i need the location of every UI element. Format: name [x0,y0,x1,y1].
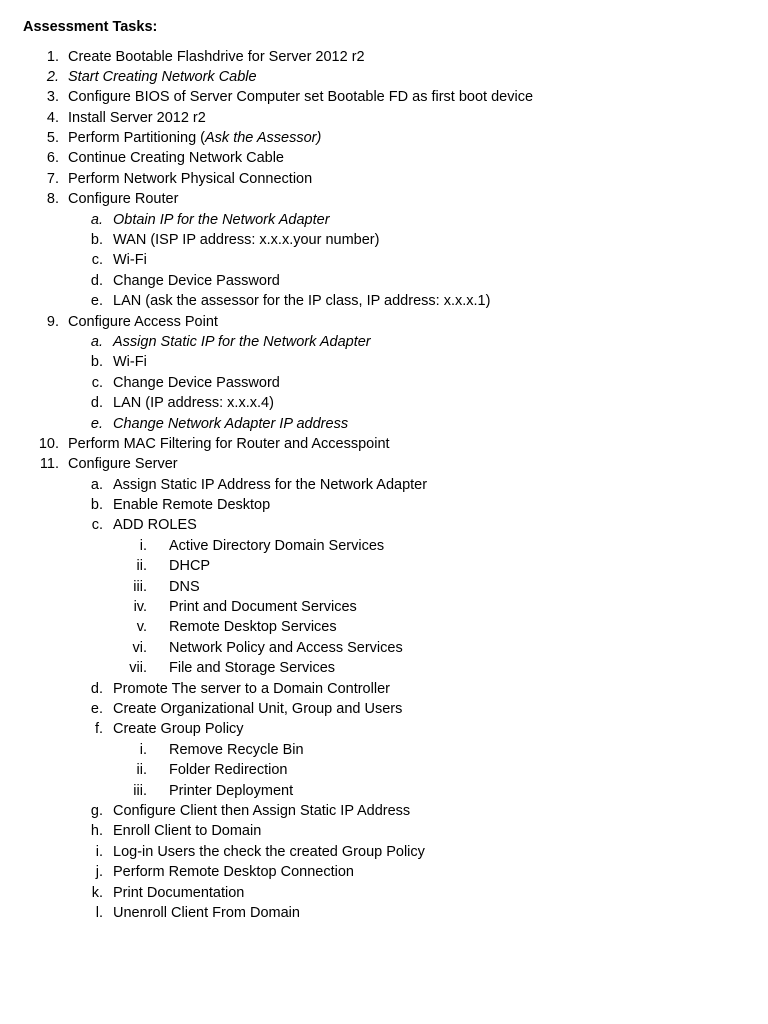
list-item-text [68,128,321,148]
list-item-number: d. [90,395,103,412]
list-item-number: e. [90,701,103,717]
list-item-number: c. [91,374,103,391]
list-item [0,781,768,801]
list-item-text-main: LAN (IP address: x.x.x.4) [113,395,274,412]
list-item [0,434,768,454]
list-item [0,312,768,332]
list-item-number: h. [90,823,103,840]
list-item [0,189,768,209]
list-item-text [113,332,371,352]
list-item-text-main: File and Storage Services [169,660,336,677]
list-item-text-main: Active Directory Domain Services [169,537,385,554]
list-item [0,556,768,576]
list-item-number: 10. [38,435,59,452]
list-item-number: 6. [46,150,59,167]
list-item [0,740,768,760]
list-item-number: b. [90,497,103,514]
list-item-text-main: Print Documentation [113,884,245,901]
list-item-text [113,475,427,495]
list-item-text [169,556,210,576]
list-item-text [169,617,337,637]
list-item-text [169,781,293,801]
list-item-number: iv. [133,599,147,616]
list-item-number: b. [90,232,103,249]
list-item-number: a. [90,476,103,493]
list-item-number: d. [90,272,103,289]
list-item-text-main: Perform Remote Desktop Connection [113,864,354,881]
list-item-text [113,230,379,250]
list-item-text-main: Change Network Adapter IP address [113,415,349,432]
list-item-text-main: Configure Access Point [68,313,218,330]
list-item [0,128,768,148]
list-item [0,291,768,311]
list-item [0,821,768,841]
list-item-text-main: Remove Recycle Bin [169,741,304,758]
list-item-text-main: ADD ROLES [113,517,197,534]
list-item-number: c. [91,252,103,269]
list-item [0,679,768,699]
list-item-text-main: Perform MAC Filtering for Router and Accesspoint [68,435,390,452]
list-item-text [169,577,200,597]
list-item [0,760,768,780]
list-item-text [113,250,147,270]
list-item [0,719,768,739]
list-item-text [113,903,300,923]
list-item [0,577,768,597]
list-item-number: f. [94,721,103,738]
list-item-text [113,719,244,739]
list-item-text-main: Configure Server [68,456,178,473]
list-item-number: 7. [46,170,59,187]
list-item-text-main: Perform Partitioning ( [68,130,205,147]
list-item-text-main: Log-in Users the check the created Group Policy [113,843,425,860]
list-item-text-main: Assign Static IP for the Network Adapter [113,333,371,350]
list-item-text [113,393,274,413]
list-item [0,515,768,535]
list-item [0,393,768,413]
list-item-text-main: Print and Document Services [169,599,357,616]
list-item-text-main: Configure Router [68,191,179,208]
list-item-number: j. [95,864,103,881]
list-item-text [68,434,390,454]
list-item-text-main: Install Server 2012 r2 [68,109,206,126]
list-item-text [113,883,244,903]
list-item-text [113,801,410,821]
list-item-text [169,536,384,556]
list-item-text-main: Continue Creating Network Cable [68,150,284,167]
list-item [0,862,768,882]
list-item-text [113,352,147,372]
list-item-number: vi. [132,639,147,656]
list-item-text [113,699,402,719]
list-item-number: 1. [46,48,59,65]
list-item-number: a. [90,333,103,350]
list-item-text [113,821,261,841]
list-item-text [113,842,425,862]
list-item [0,658,768,678]
task-list [0,47,768,924]
list-item-text-main: Remote Desktop Services [169,619,337,636]
list-item [0,414,768,434]
list-item [0,230,768,250]
list-item-number: v. [136,619,147,636]
list-item [0,250,768,270]
list-item-text [113,862,354,882]
list-item-number: vii. [129,660,147,677]
list-item-text [169,638,403,658]
list-item [0,475,768,495]
list-item-number: ii. [136,762,147,779]
list-item [0,271,768,291]
list-item-text-main: Enroll Client to Domain [113,823,262,840]
list-item-number: c. [91,517,103,534]
list-item-text-main: Network Policy and Access Services [169,639,403,656]
list-item-text-main: Create Group Policy [113,721,244,738]
list-item-number: e. [90,415,103,432]
list-item [0,87,768,107]
list-item [0,373,768,393]
list-item [0,148,768,168]
list-item-text [113,210,330,230]
list-item-number: b. [90,354,103,371]
list-item [0,617,768,637]
list-item-number: 3. [46,89,59,106]
list-item-text-main: Enable Remote Desktop [113,497,271,514]
list-item-number: 2. [46,68,59,85]
list-item [0,332,768,352]
list-item-number: 5. [46,130,59,147]
list-item-text [68,189,178,209]
list-item-text-main: Unenroll Client From Domain [113,904,300,921]
list-item-text [68,454,178,474]
list-item [0,210,768,230]
list-item-text-main: Start Creating Network Cable [68,68,257,85]
list-item-text-main: Create Organizational Unit, Group and Users [113,701,403,717]
list-item [0,108,768,128]
list-item-text-main: Change Device Password [113,272,280,289]
list-item-number: 4. [46,109,59,126]
list-item-text [68,108,206,128]
list-item-number: 11. [39,456,59,473]
list-item-text [68,47,365,67]
list-item-text [169,658,335,678]
list-item [0,352,768,372]
list-item-text-main: WAN (ISP IP address: x.x.x.your number) [113,232,380,249]
list-item-number: iii. [133,782,147,799]
list-item-text [113,291,490,311]
list-item-text [113,515,197,535]
list-item-number: g. [90,802,103,819]
list-item-text-main: Configure Client then Assign Static IP Address [113,802,411,819]
list-item-text [68,67,257,87]
list-item-text-main: DNS [169,578,200,595]
list-item [0,638,768,658]
list-item-text [68,148,284,168]
list-item-text [68,312,218,332]
list-item-number: iii. [133,578,147,595]
list-item-text-main: Configure BIOS of Server Computer set Bootable FD as first boot device [68,89,534,106]
list-item [0,699,768,719]
list-item-text-main: Promote The server to a Domain Controller [113,680,390,697]
list-item-text [169,597,357,617]
list-item [0,495,768,515]
list-item-text-main: Change Device Password [113,374,280,391]
list-item [0,67,768,87]
list-item-number: i. [139,741,147,758]
list-item-text [113,271,280,291]
list-item-number: a. [90,211,103,228]
list-item [0,597,768,617]
list-item-text-main: Perform Network Physical Connection [68,170,313,187]
list-item-number: i. [139,537,147,554]
list-item-number: 8. [46,191,59,208]
list-item-text [113,495,270,515]
list-item [0,454,768,474]
list-item-number: l. [95,904,103,921]
list-item-text-italic: Ask the Assessor) [205,130,322,147]
list-item-number: k. [91,884,103,901]
list-item-text-main: Printer Deployment [169,782,294,799]
document-heading: Assessment Tasks: [23,19,158,35]
list-item [0,883,768,903]
list-item-text-main: Wi-Fi [113,252,147,269]
list-item [0,842,768,862]
list-item-text-main: LAN (ask the assessor for the IP class, IP address: x.x.x.1) [113,293,491,310]
list-item-text [169,740,304,760]
list-item-text-main: Folder Redirection [169,762,288,779]
list-item-text [113,414,348,434]
list-item-text [68,169,312,189]
list-item-number: 9. [46,313,59,330]
list-item-text [169,760,287,780]
list-item [0,47,768,67]
list-item-number: i. [95,843,103,860]
list-item-text-main: Assign Static IP Address for the Network Adapter [113,476,428,493]
list-item [0,801,768,821]
list-item [0,903,768,923]
list-item [0,169,768,189]
list-item-text [68,87,533,107]
list-item-text-main: Obtain IP for the Network Adapter [113,211,330,228]
list-item-text [113,679,390,699]
list-item-text-main: Create Bootable Flashdrive for Server 2012 r2 [68,48,365,65]
list-item-number: d. [90,680,103,697]
list-item-text-main: DHCP [169,558,211,575]
list-item-text-main: Wi-Fi [113,354,147,371]
list-item-number: e. [90,293,103,310]
list-item-text [113,373,280,393]
list-item-number: ii. [136,558,147,575]
list-item [0,536,768,556]
